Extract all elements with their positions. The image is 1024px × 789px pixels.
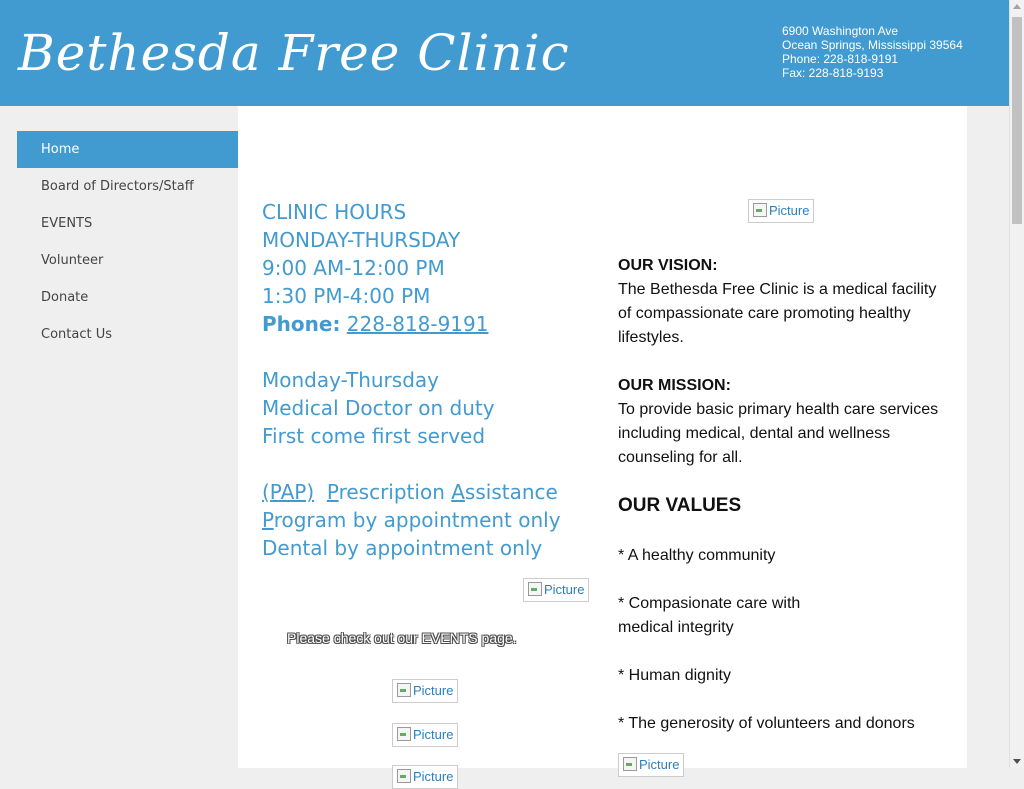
doctor-days: Monday-Thursday [262,368,439,392]
header-fax: Fax: 228-818-9193 [782,66,884,80]
broken-image-icon [397,727,411,741]
events-note: Please check out our EVENTS page. [287,630,517,646]
scroll-up-icon[interactable] [1013,4,1021,9]
scroll-down-icon[interactable] [1013,759,1021,764]
picture-image: Picture [748,199,814,223]
value-item: * Compasionate care with [618,595,801,612]
value-item-cont: medical integrity [618,619,734,636]
first-come-note: First come first served [262,424,486,448]
sidebar-nav [17,131,238,353]
picture-image: Picture [392,723,458,747]
nav-item-home[interactable]: Home [17,131,238,168]
header-contact-info [782,24,963,80]
picture-image: Picture [523,578,589,602]
scrollbar-thumb[interactable] [1012,17,1022,224]
values-heading: OUR VALUES [618,495,742,516]
broken-image-icon [397,769,411,783]
broken-image-icon [397,683,411,697]
vision-mission-column [618,254,948,736]
picture-image: Picture [392,765,458,789]
value-item: * Human dignity [618,667,731,684]
picture-image: Picture [618,753,684,777]
mission-text-2: including medical, dental and wellness [618,425,891,442]
broken-image-icon [623,757,637,771]
value-item: * A healthy community [618,547,776,564]
main-content [238,106,967,784]
nav-item-volunteer[interactable]: Volunteer [41,253,104,268]
vision-heading: OUR VISION: [618,257,718,274]
nav-item-contact[interactable]: Contact Us [41,327,112,342]
value-item: * The generosity of volunteers and donors [618,715,915,732]
pap-line: (PAP) Prescription Assistance [262,480,558,504]
vertical-scrollbar[interactable] [1009,0,1024,768]
hours-days: MONDAY-THURSDAY [262,228,461,252]
hours-title: CLINIC HOURS [262,200,407,224]
address-street: 6900 Washington Ave [782,24,899,38]
nav-item-donate[interactable]: Donate [41,290,89,305]
dental-note: Dental by appointment only [262,536,543,560]
vision-text-3: lifestyles. [618,329,684,346]
vision-text-1: The Bethesda Free Clinic is a medical facility [618,281,937,298]
site-header [0,0,1009,106]
clinic-hours-column [262,198,592,562]
broken-image-icon [528,582,542,596]
nav-item-board[interactable]: Board of Directors/Staff [41,179,194,194]
vision-text-2: of compassionate care promoting healthy [618,305,911,322]
picture-image: Picture [392,679,458,703]
address-city: Ocean Springs, Mississippi 39564 [782,38,963,52]
header-phone: Phone: 228-818-9191 [782,52,899,66]
hours-morning: 9:00 AM-12:00 PM [262,256,445,280]
phone-link[interactable]: 228-818-9191 [346,312,489,336]
hours-afternoon: 1:30 PM-4:00 PM [262,284,431,308]
site-logo[interactable]: Bethesda Free Clinic [18,24,570,82]
phone-line [262,310,592,338]
phone-label: Phone: [262,312,341,336]
nav-item-events[interactable]: EVENTS [41,216,93,231]
mission-text-3: counseling for all. [618,449,743,466]
mission-text-1: To provide basic primary health care services [618,401,939,418]
pap-abbr: (PAP) [262,480,315,504]
broken-image-icon [753,203,767,217]
pap-line-2: Program by appointment only [262,508,561,532]
mission-heading: OUR MISSION: [618,377,731,394]
doctor-on-duty: Medical Doctor on duty [262,396,495,420]
